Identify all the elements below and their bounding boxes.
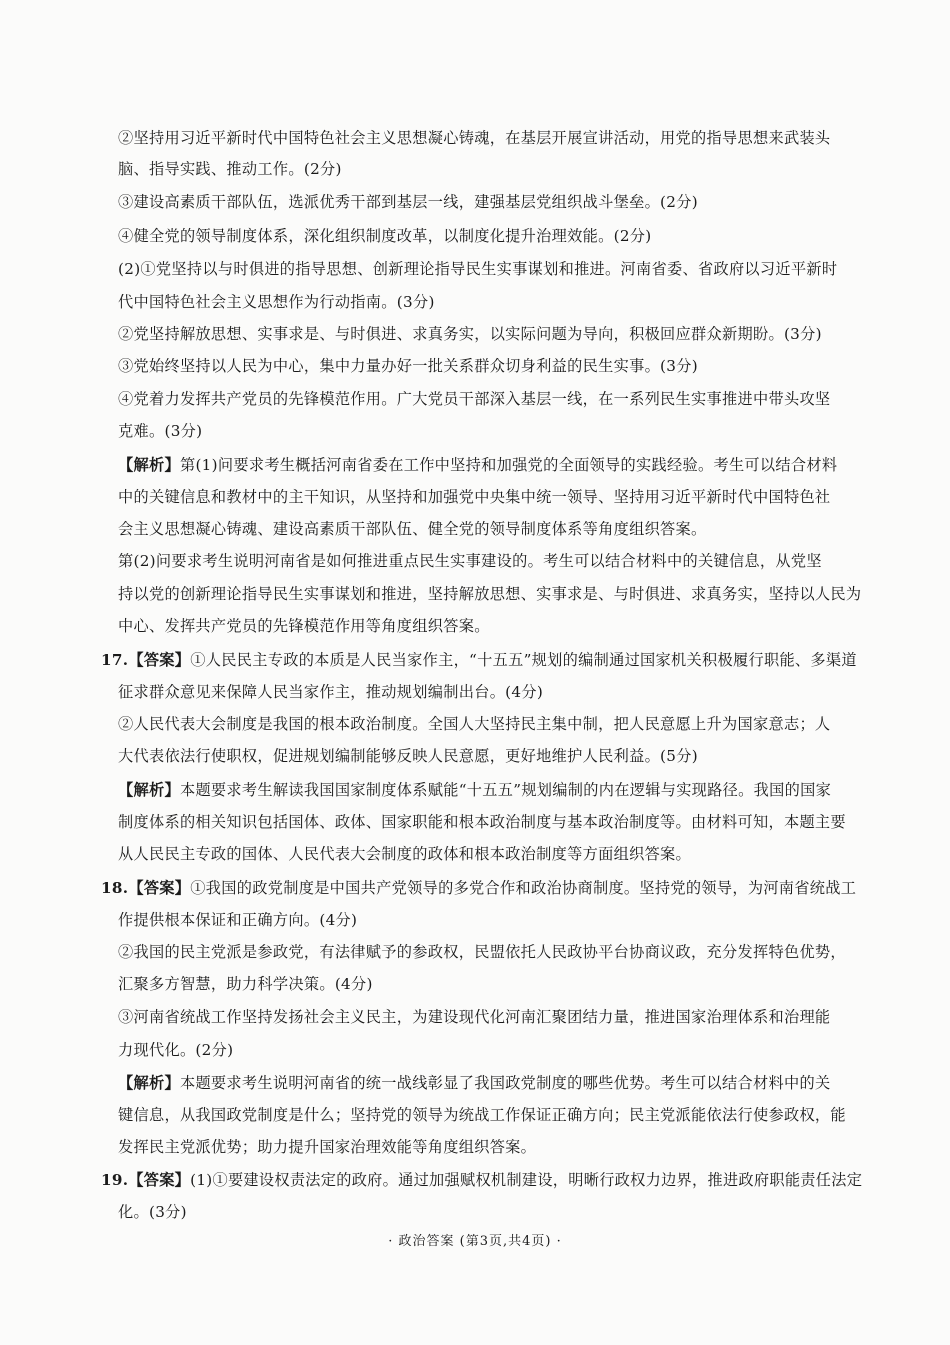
analysis-line: 第(2)问要求考生说明河南省是如何推进重点民生实事建设的。考生可以结合材料中的关键信息，从党坚 (118, 552, 822, 570)
question-17-answer (101, 650, 857, 670)
answer-line: ③党始终坚持以人民为中心，集中力量办好一批关系群众切身利益的民生实事。(3分) (118, 357, 698, 375)
analysis-text: 本题要求考生解读我国国家制度体系赋能“十五五”规划编制的内在逻辑与实现路径。我国的国家 (179, 781, 832, 799)
analysis-tag: 【解析】 (118, 1074, 180, 1092)
analysis-line: 发挥民主党派优势；助力提升国家治理效能等角度组织答案。 (118, 1138, 537, 1156)
answer-line: ④党着力发挥共产党员的先锋模范作用。广大党员干部深入基层一线，在一系列民生实事推进中带头攻坚 (118, 390, 831, 408)
answer-line: 代中国特色社会主义思想作为行动指南。(3分) (118, 293, 435, 311)
answer-line: ②人民代表大会制度是我国的根本政治制度。全国人大坚持民主集中制，把人民意愿上升为国家意志；人 (118, 715, 831, 733)
answer-text: ①人民民主专政的本质是人民当家作主，“十五五”规划的编制通过国家机关积极履行职能、多渠道 (190, 651, 857, 669)
page-footer: · 政治答案 (第3页,共4页) · (388, 1234, 562, 1249)
analysis-text: 第(1)问要求考生概括河南省委在工作中坚持和加强党的全面领导的实践经验。考生可以结合材料 (179, 456, 838, 474)
answer-tag: 【答案】 (128, 879, 191, 897)
answer-line: 汇聚多方智慧，助力科学决策。(4分) (118, 975, 373, 993)
answer-line: ②党坚持解放思想、实事求是、与时俱进、求真务实，以实际问题为导向，积极回应群众新期盼。(3分) (118, 325, 822, 343)
answer-text: ①我国的政党制度是中国共产党领导的多党合作和政治协商制度。坚持党的领导，为河南省统战工 (190, 879, 857, 897)
analysis-line (118, 455, 837, 475)
analysis-line: 制度体系的相关知识包括国体、政体、国家职能和根本政治制度与基本政治制度等。由材料可知，本题主要 (118, 813, 846, 831)
analysis-line: 键信息，从我国政党制度是什么；坚持党的领导为统战工作保证正确方向；民主党派能依法行使参政权，能 (118, 1106, 846, 1124)
analysis-line: 中的关键信息和教材中的主干知识，从坚持和加强党中央集中统一领导、坚持用习近平新时代中国特色社 (118, 488, 831, 506)
analysis-line (118, 780, 831, 800)
answer-line: ②我国的民主党派是参政党，有法律赋予的参政权，民盟依托人民政协平台协商议政，充分发挥特色优势， (118, 943, 846, 961)
analysis-line: 会主义思想凝心铸魂、建设高素质干部队伍、健全党的领导制度体系等角度组织答案。 (118, 520, 707, 538)
answer-line: 克难。(3分) (118, 422, 203, 440)
answer-line: 征求群众意见来保障人民当家作主，推动规划编制出台。(4分) (118, 683, 544, 701)
answer-line: ④健全党的领导制度体系，深化组织制度改革，以制度化提升治理效能。(2分) (118, 227, 652, 245)
answer-line: (2)①党坚持以与时俱进的指导思想、创新理论指导民生实事谋划和推进。河南省委、省政府以习近平新时 (118, 260, 838, 278)
answer-line: ③建设高素质干部队伍，选派优秀干部到基层一线，建强基层党组织战斗堡垒。(2分) (118, 193, 698, 211)
analysis-line: 从人民民主专政的国体、人民代表大会制度的政体和根本政治制度等方面组织答案。 (118, 845, 692, 863)
answer-line: 化。(3分) (118, 1203, 187, 1221)
answer-text: (1)①要建设权责法定的政府。通过加强赋权机制建设，明晰行政权力边界，推进政府职能责任法定 (190, 1171, 863, 1189)
answer-line: ③河南省统战工作坚持发扬社会主义民主，为建设现代化河南汇聚团结力量，推进国家治理体系和治理能 (118, 1008, 831, 1026)
answer-line: ②坚持用习近平新时代中国特色社会主义思想凝心铸魂，在基层开展宣讲活动，用党的指导思想来武装头 (118, 129, 831, 147)
question-number: 18. (101, 879, 129, 897)
analysis-line: 持以党的创新理论指导民生实事谋划和推进，坚持解放思想、实事求是、与时俱进、求真务实，坚持以人民为 (118, 585, 862, 603)
question-number: 17. (101, 651, 129, 669)
question-19-answer (101, 1170, 862, 1190)
question-number: 19. (101, 1171, 129, 1189)
answer-line: 作提供根本保证和正确方向。(4分) (118, 911, 358, 929)
answer-tag: 【答案】 (128, 651, 191, 669)
analysis-tag: 【解析】 (118, 456, 180, 474)
answer-line: 力现代化。(2分) (118, 1041, 234, 1059)
answer-line: 脑、指导实践、推动工作。(2分) (118, 160, 342, 178)
answer-line: 大代表依法行使职权，促进规划编制能够反映人民意愿，更好地维护人民利益。(5分) (118, 747, 698, 765)
analysis-line (118, 1073, 830, 1093)
answer-tag: 【答案】 (128, 1171, 191, 1189)
analysis-line: 中心、发挥共产党员的先锋模范作用等角度组织答案。 (118, 617, 490, 635)
analysis-tag: 【解析】 (118, 781, 180, 799)
question-18-answer (101, 878, 856, 898)
analysis-text: 本题要求考生说明河南省的统一战线彰显了我国政党制度的哪些优势。考生可以结合材料中的关 (179, 1074, 831, 1092)
